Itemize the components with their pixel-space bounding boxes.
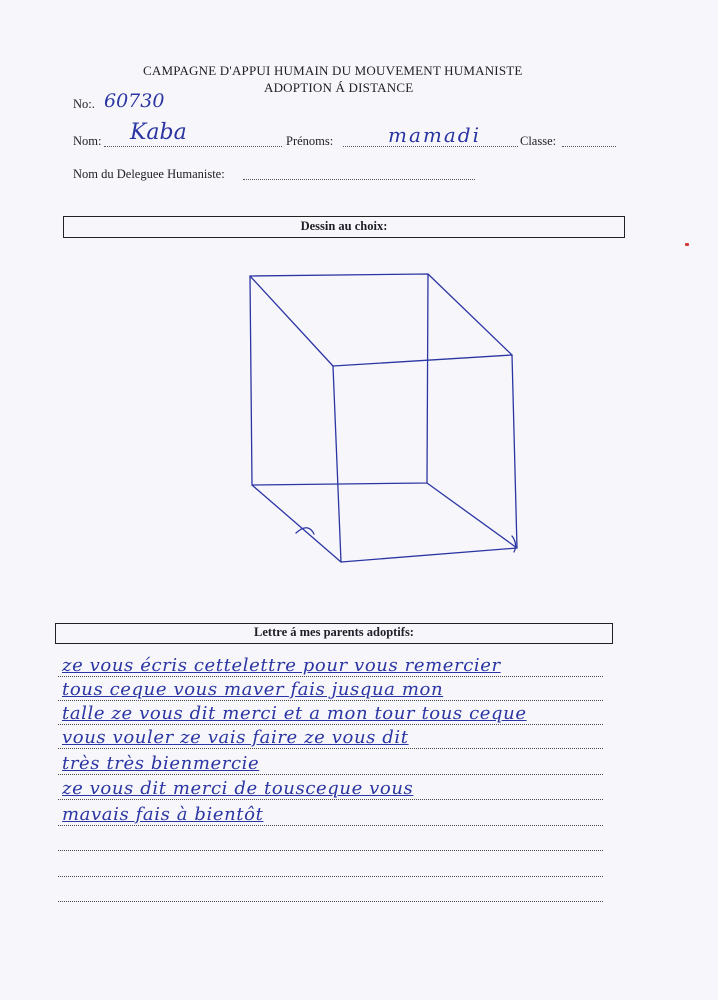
header-title-line2: ADOPTION Á DISTANCE — [264, 80, 414, 95]
cube-front-face — [333, 355, 517, 562]
nom-field-line — [104, 146, 282, 147]
delegue-field-line — [243, 179, 475, 180]
letter-line — [58, 724, 603, 749]
letter-line — [58, 700, 603, 725]
letter-line — [58, 877, 603, 902]
header-title-line1: CAMPAGNE D'APPUI HUMAIN DU MOUVEMENT HUMANISTE — [143, 63, 523, 78]
letter-line-text: vous vouler ze vais faire ze vous dit — [62, 727, 409, 748]
letter-line — [58, 801, 603, 826]
letter-line — [58, 676, 603, 701]
cube-edge-bottom-left — [252, 485, 341, 562]
nom-label: Nom: — [73, 134, 102, 148]
classe-field-line — [562, 146, 616, 147]
drawing-section-title: Dessin au choix: — [300, 219, 388, 233]
nom-value: Kaba — [130, 120, 187, 145]
cube-back-face — [250, 274, 428, 485]
letter-section-title: Lettre á mes parents adoptifs: — [254, 625, 414, 639]
ink-speck — [685, 243, 689, 246]
letter-line-text: talle ze vous dit merci et a mon tour tous ceque — [62, 703, 527, 724]
letter-line-text: ze vous écris cettelettre pour vous remercier — [62, 655, 501, 676]
cube-edge-top-left — [250, 276, 333, 366]
prenoms-label: Prénoms: — [286, 134, 334, 148]
letter-line — [58, 775, 603, 800]
letter-line — [58, 750, 603, 775]
letter-section-header — [55, 623, 613, 644]
letter-line — [58, 652, 603, 677]
letter-line-text: ze vous dit merci de tousceque vous — [62, 778, 414, 799]
cube-flourish — [296, 528, 314, 534]
letter-line — [58, 826, 603, 851]
cube-flourish-right — [512, 536, 516, 552]
no-label: No:. — [73, 97, 95, 111]
classe-label: Classe: — [520, 134, 557, 148]
no-value: 60730 — [104, 90, 165, 112]
letter-line — [58, 852, 603, 877]
delegue-label: Nom du Deleguee Humaniste: — [73, 167, 225, 181]
letter-line-text: très très bienmercie — [62, 753, 260, 774]
cube-edge-top-right — [428, 274, 512, 355]
drawing-section-header — [63, 216, 625, 238]
letter-line-text: tous ceque vous maver fais jusqua mon — [62, 679, 444, 700]
letter-line-text: mavais fais à bientôt — [62, 804, 264, 825]
cube-edge-bottom-right — [427, 483, 517, 548]
prenoms-value: mamadi — [388, 123, 481, 147]
